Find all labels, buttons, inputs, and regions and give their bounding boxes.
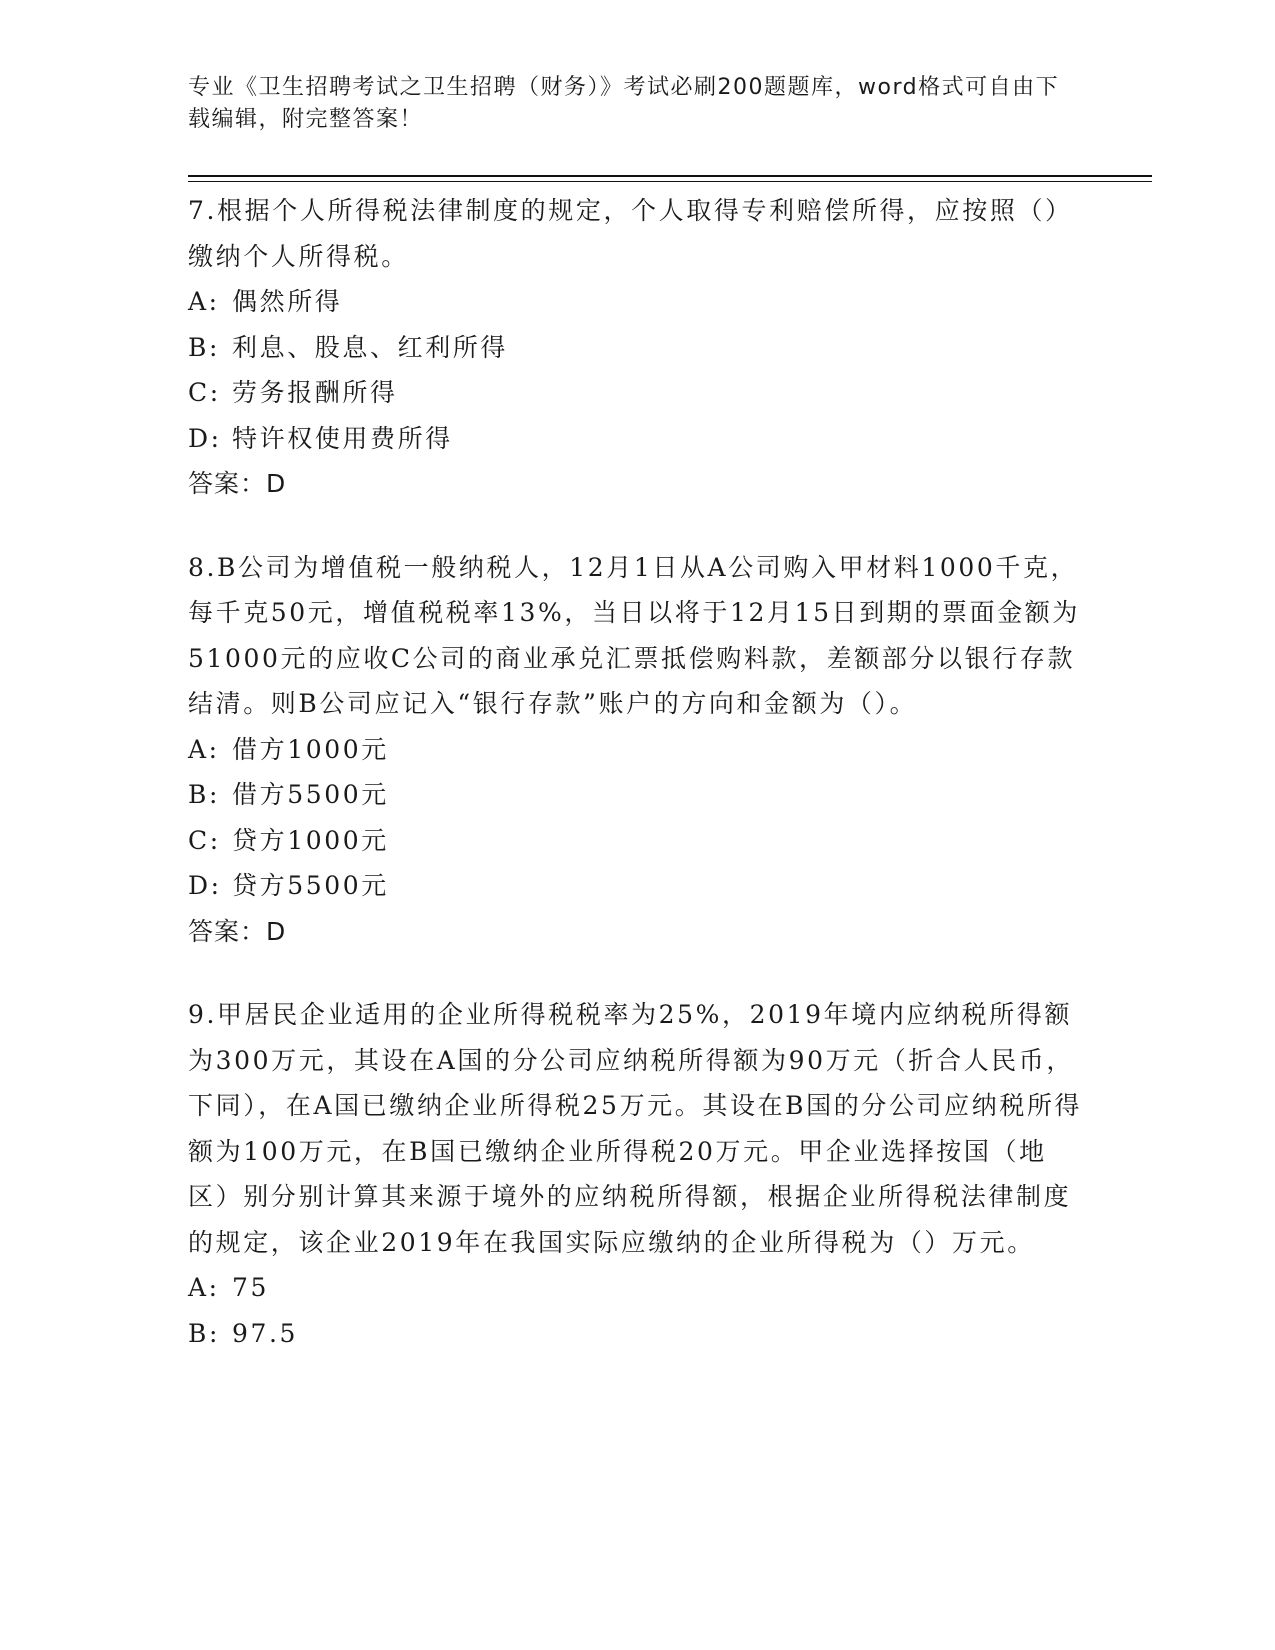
- question-7: [188, 188, 1088, 507]
- option-a: [188, 279, 1088, 325]
- question-9: [188, 992, 1088, 1356]
- option-a: [188, 1265, 1088, 1311]
- question-list: [188, 188, 1088, 1394]
- option-text: 劳务报酬所得: [232, 378, 398, 407]
- option-d: [188, 416, 1088, 462]
- option-text: 75: [232, 1273, 270, 1302]
- option-text: 97.5: [232, 1318, 299, 1348]
- document-header: 专业《卫生招聘考试之卫生招聘（财务）》考试必刷200题题库，word格式可自由下载编辑，附完整答案！: [188, 75, 1060, 132]
- question-text: 8.B公司为增值税一般纳税人，12月1日从A公司购入甲材料1000千克，每千克50元，增值税税率13%，当日以将于12月15日到期的票面金额为51000元的应收C公司的商业承兑汇票抵偿购料款，差额部分以银行存款结清。则B公司应记入“银行存款”账户的方向和金额为（）。: [188, 552, 1081, 718]
- option-b: [188, 325, 1088, 371]
- answer-line: 答案：D: [188, 916, 287, 946]
- option-c: [188, 818, 1088, 864]
- option-text: 借方1000元: [232, 734, 389, 764]
- question-text: 7.根据个人所得税法律制度的规定，个人取得专利赔偿所得，应按照（）缴纳个人所得税。: [188, 196, 1073, 271]
- option-d: [188, 863, 1088, 909]
- option-letter: A:: [188, 734, 220, 764]
- header-rule-thin: [188, 181, 1152, 182]
- option-letter: A:: [188, 287, 220, 316]
- option-text: 特许权使用费所得: [232, 423, 453, 453]
- option-letter: B:: [188, 332, 220, 362]
- option-letter: D:: [188, 871, 222, 900]
- option-letter: D:: [188, 423, 222, 453]
- option-letter: B:: [188, 780, 220, 809]
- option-letter: B:: [188, 1318, 220, 1348]
- option-text: 贷方1000元: [232, 825, 389, 855]
- option-letter: C:: [188, 378, 221, 407]
- option-b: [188, 1311, 1088, 1357]
- option-text: 利息、股息、红利所得: [232, 332, 509, 362]
- option-b: [188, 772, 1088, 818]
- option-c: [188, 370, 1088, 416]
- question-8: [188, 545, 1088, 955]
- option-text: 借方5500元: [232, 780, 389, 809]
- option-a: [188, 727, 1088, 773]
- option-text: 偶然所得: [232, 287, 343, 316]
- header-rule-thick: [188, 175, 1152, 177]
- option-text: 贷方5500元: [232, 871, 389, 900]
- answer-line: 答案：D: [188, 469, 287, 498]
- question-text: 9.甲居民企业适用的企业所得税税率为25%，2019年境内应纳税所得额为300万元，其设在A国的分公司应纳税所得额为90万元（折合人民币，下同），在A国已缴纳企业所得税25万元。其设在B国的分公司应纳税所得额为100万元，在B国已缴纳企业所得税20万元。甲企业选择按国（地区）别分别计算其来源于境外的应纳税所得额，根据企业所得税法律制度的规定，该企业2019年在我国实际应缴纳的企业所得税为（）万元。: [188, 1000, 1083, 1257]
- option-letter: A:: [188, 1273, 220, 1302]
- option-letter: C:: [188, 825, 221, 855]
